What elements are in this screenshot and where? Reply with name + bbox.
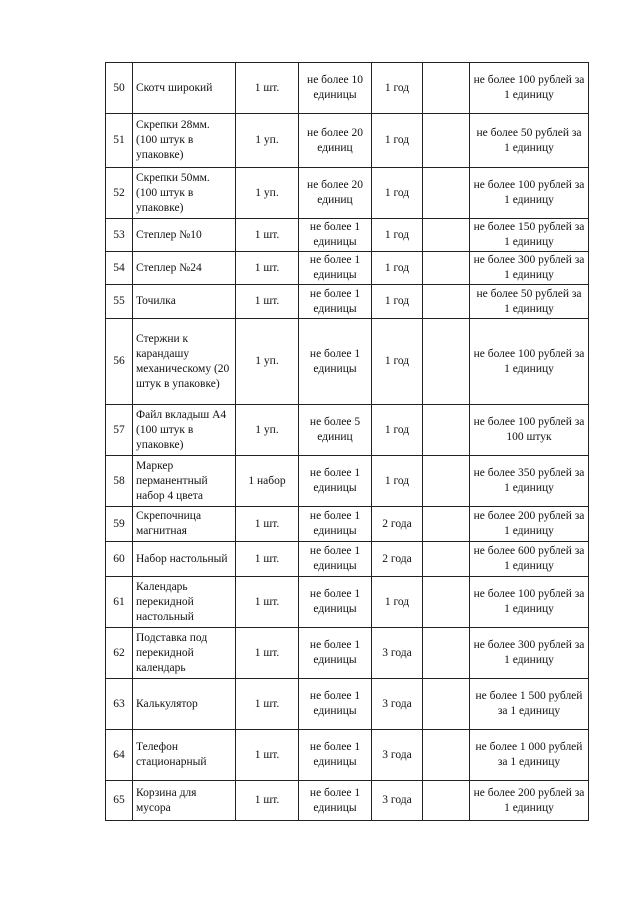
usage-term: 1 год xyxy=(372,219,423,252)
usage-term: 2 года xyxy=(372,542,423,577)
item-name: Точилка xyxy=(133,285,236,319)
table-row xyxy=(106,285,589,319)
table-row xyxy=(106,507,589,542)
item-name: Календарь перекидной настольный xyxy=(133,577,236,628)
price-limit: не более 200 рублей за 1 единицу xyxy=(470,781,589,821)
usage-term: 1 год xyxy=(372,319,423,405)
table-body xyxy=(106,63,589,821)
usage-term: 1 год xyxy=(372,405,423,456)
row-number: 51 xyxy=(106,114,133,168)
table-row xyxy=(106,679,589,730)
unit-of-measure: 1 шт. xyxy=(236,628,299,679)
price-limit: не более 300 рублей за 1 единицу xyxy=(470,628,589,679)
item-name: Калькулятор xyxy=(133,679,236,730)
unit-of-measure: 1 шт. xyxy=(236,285,299,319)
price-limit: не более 100 рублей за 1 единицу xyxy=(470,319,589,405)
quantity-limit: не более 1 единицы xyxy=(299,730,372,781)
quantity-limit: не более 1 единицы xyxy=(299,285,372,319)
usage-term: 1 год xyxy=(372,114,423,168)
quantity-limit: не более 10 единицы xyxy=(299,63,372,114)
unit-of-measure: 1 уп. xyxy=(236,319,299,405)
usage-term: 3 года xyxy=(372,730,423,781)
table-row xyxy=(106,781,589,821)
row-number: 54 xyxy=(106,252,133,285)
quantity-limit: не более 1 единицы xyxy=(299,252,372,285)
empty-cell xyxy=(423,730,470,781)
quantity-limit: не более 1 единицы xyxy=(299,679,372,730)
item-name: Степлер №24 xyxy=(133,252,236,285)
price-limit: не более 50 рублей за 1 единицу xyxy=(470,114,589,168)
usage-term: 1 год xyxy=(372,252,423,285)
unit-of-measure: 1 шт. xyxy=(236,679,299,730)
unit-of-measure: 1 уп. xyxy=(236,168,299,219)
item-name: Скрепки 28мм. (100 штук в упаковке) xyxy=(133,114,236,168)
row-number: 56 xyxy=(106,319,133,405)
empty-cell xyxy=(423,456,470,507)
quantity-limit: не более 5 единиц xyxy=(299,405,372,456)
table-row xyxy=(106,168,589,219)
unit-of-measure: 1 набор xyxy=(236,456,299,507)
usage-term: 3 года xyxy=(372,679,423,730)
price-limit: не более 100 рублей за 1 единицу xyxy=(470,168,589,219)
usage-term: 1 год xyxy=(372,63,423,114)
row-number: 61 xyxy=(106,577,133,628)
price-limit: не более 50 рублей за 1 единицу xyxy=(470,285,589,319)
row-number: 60 xyxy=(106,542,133,577)
empty-cell xyxy=(423,319,470,405)
unit-of-measure: 1 шт. xyxy=(236,542,299,577)
item-name: Подставка под перекидной календарь xyxy=(133,628,236,679)
empty-cell xyxy=(423,114,470,168)
stationery-norms-table xyxy=(105,62,589,821)
usage-term: 1 год xyxy=(372,456,423,507)
row-number: 64 xyxy=(106,730,133,781)
price-limit: не более 1 500 рублей за 1 единицу xyxy=(470,679,589,730)
unit-of-measure: 1 шт. xyxy=(236,219,299,252)
item-name: Корзина для мусора xyxy=(133,781,236,821)
price-limit: не более 100 рублей за 1 единицу xyxy=(470,63,589,114)
quantity-limit: не более 1 единицы xyxy=(299,219,372,252)
empty-cell xyxy=(423,679,470,730)
unit-of-measure: 1 шт. xyxy=(236,507,299,542)
row-number: 65 xyxy=(106,781,133,821)
row-number: 59 xyxy=(106,507,133,542)
usage-term: 1 год xyxy=(372,168,423,219)
table-row xyxy=(106,577,589,628)
row-number: 58 xyxy=(106,456,133,507)
empty-cell xyxy=(423,628,470,679)
item-name: Скотч широкий xyxy=(133,63,236,114)
price-limit: не более 1 000 рублей за 1 единицу xyxy=(470,730,589,781)
item-name: Степлер №10 xyxy=(133,219,236,252)
empty-cell xyxy=(423,577,470,628)
empty-cell xyxy=(423,507,470,542)
quantity-limit: не более 20 единиц xyxy=(299,114,372,168)
usage-term: 3 года xyxy=(372,628,423,679)
unit-of-measure: 1 шт. xyxy=(236,577,299,628)
table-row xyxy=(106,456,589,507)
unit-of-measure: 1 уп. xyxy=(236,114,299,168)
table-row xyxy=(106,730,589,781)
price-limit: не более 350 рублей за 1 единицу xyxy=(470,456,589,507)
usage-term: 1 год xyxy=(372,285,423,319)
empty-cell xyxy=(423,405,470,456)
usage-term: 2 года xyxy=(372,507,423,542)
price-limit: не более 150 рублей за 1 единицу xyxy=(470,219,589,252)
quantity-limit: не более 1 единицы xyxy=(299,319,372,405)
quantity-limit: не более 1 единицы xyxy=(299,456,372,507)
row-number: 55 xyxy=(106,285,133,319)
quantity-limit: не более 1 единицы xyxy=(299,542,372,577)
empty-cell xyxy=(423,219,470,252)
empty-cell xyxy=(423,252,470,285)
unit-of-measure: 1 шт. xyxy=(236,730,299,781)
empty-cell xyxy=(423,285,470,319)
unit-of-measure: 1 шт. xyxy=(236,252,299,285)
quantity-limit: не более 1 единицы xyxy=(299,628,372,679)
item-name: Скрепки 50мм. (100 штук в упаковке) xyxy=(133,168,236,219)
row-number: 50 xyxy=(106,63,133,114)
unit-of-measure: 1 шт. xyxy=(236,63,299,114)
table-row xyxy=(106,219,589,252)
table-row xyxy=(106,63,589,114)
unit-of-measure: 1 уп. xyxy=(236,405,299,456)
item-name: Скрепочница магнитная xyxy=(133,507,236,542)
table-row xyxy=(106,252,589,285)
price-limit: не более 100 рублей за 100 штук xyxy=(470,405,589,456)
quantity-limit: не более 1 единицы xyxy=(299,577,372,628)
empty-cell xyxy=(423,168,470,219)
table-row xyxy=(106,628,589,679)
row-number: 52 xyxy=(106,168,133,219)
price-limit: не более 200 рублей за 1 единицу xyxy=(470,507,589,542)
item-name: Телефон стационарный xyxy=(133,730,236,781)
row-number: 53 xyxy=(106,219,133,252)
empty-cell xyxy=(423,542,470,577)
item-name: Стержни к карандашу механическому (20 штук в упаковке) xyxy=(133,319,236,405)
row-number: 63 xyxy=(106,679,133,730)
table-row xyxy=(106,114,589,168)
unit-of-measure: 1 шт. xyxy=(236,781,299,821)
price-limit: не более 300 рублей за 1 единицу xyxy=(470,252,589,285)
item-name: Файл вкладыш А4 (100 штук в упаковке) xyxy=(133,405,236,456)
table-row xyxy=(106,542,589,577)
price-limit: не более 600 рублей за 1 единицу xyxy=(470,542,589,577)
quantity-limit: не более 20 единиц xyxy=(299,168,372,219)
quantity-limit: не более 1 единицы xyxy=(299,507,372,542)
item-name: Набор настольный xyxy=(133,542,236,577)
empty-cell xyxy=(423,63,470,114)
price-limit: не более 100 рублей за 1 единицу xyxy=(470,577,589,628)
item-name: Маркер перманентный набор 4 цвета xyxy=(133,456,236,507)
table-row xyxy=(106,319,589,405)
usage-term: 3 года xyxy=(372,781,423,821)
usage-term: 1 год xyxy=(372,577,423,628)
row-number: 62 xyxy=(106,628,133,679)
row-number: 57 xyxy=(106,405,133,456)
quantity-limit: не более 1 единицы xyxy=(299,781,372,821)
table-row xyxy=(106,405,589,456)
empty-cell xyxy=(423,781,470,821)
